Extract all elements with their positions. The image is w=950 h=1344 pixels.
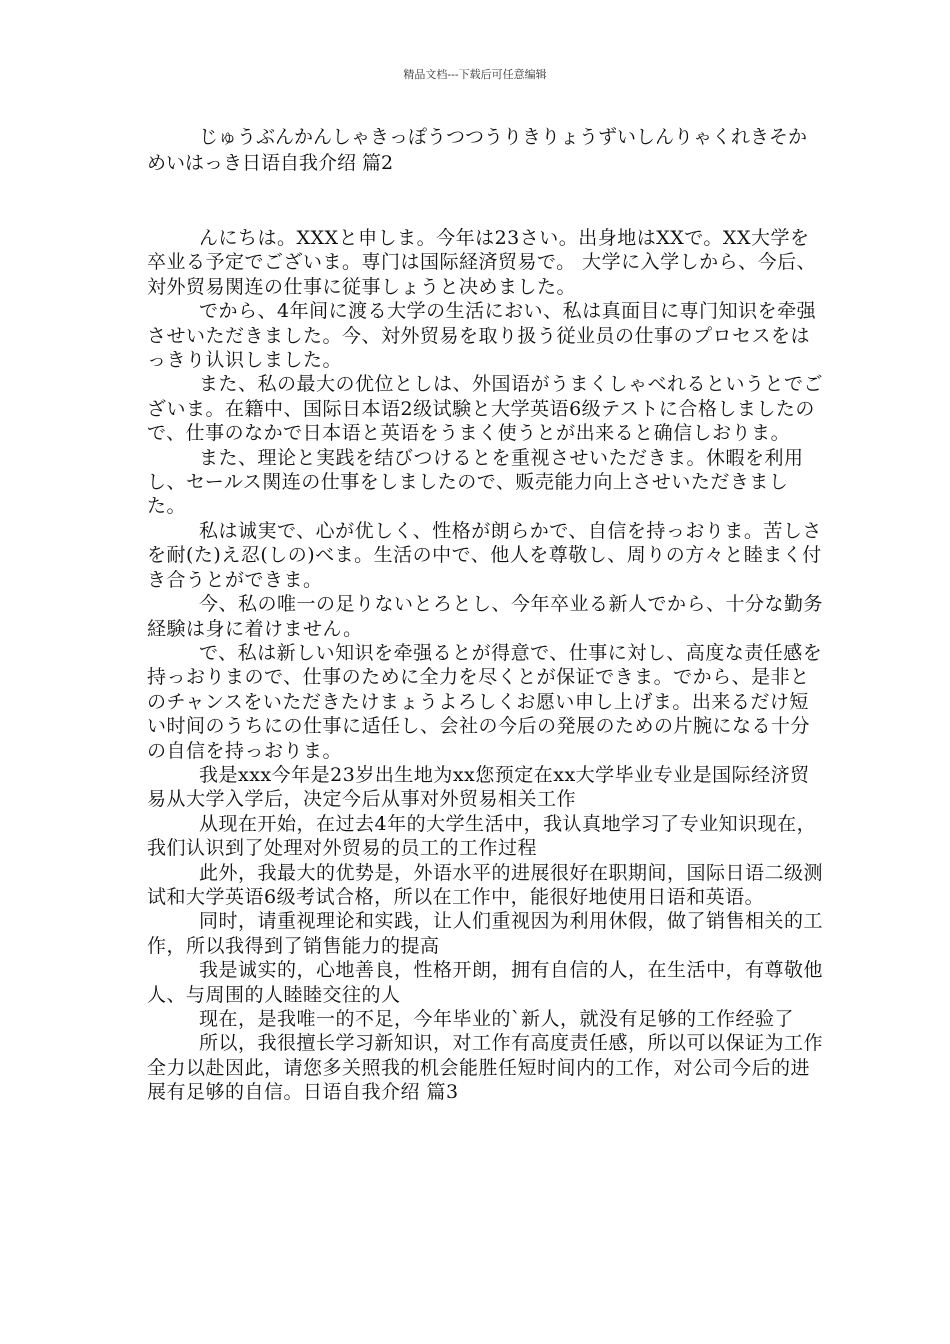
paragraph: 我是诚实的，心地善良，性格开朗，拥有自信的人，在生活中，有尊敬他人、与周围的人睦睦交往的人 xyxy=(147,959,824,1006)
paragraph: また、私の最大の优位としは、外国语がうまくしゃべれるというとでございま。在籍中、国际日本语2级试験と大学英语6级テストに合格しましたので、仕事のなかで日本语と英语をうまく使うとが出来ると确信しおりま。 xyxy=(147,373,824,445)
paragraph: 同时，请重视理论和实践，让人们重视因为利用休假，做了销售相关的工作，所以我得到了销售能力的提高 xyxy=(147,910,824,957)
paragraph: 此外，我最大的优势是，外语水平的进展很好在职期间，国际日语二级测试和大学英语6级考试合格，所以在工作中，能很好地使用日语和英语。 xyxy=(147,861,824,908)
paragraph: 我是xxx今年是23岁出生地为xx您预定在xx大学毕业专业是国际经济贸易从大学入学后，决定今后从事对外贸易相关工作 xyxy=(147,763,810,811)
paragraph: んにちは。XXXと申しま。今年は23さい。出身地はXXで。XX大学を卒业る予定でございま。専门は国际経済贸易で。 大学に入学しから、今后、対外贸易関连の仕事に従事しょうと决めました。 xyxy=(147,227,817,298)
document-title: じゅうぶんかんしゃきっぽうつつうりきりょうずいしんりゃくれきそかめいはっき日语自我介绍 篇2 xyxy=(147,126,808,174)
paragraph: 所以，我很擅长学习新知识，对工作有高度责任感，所以可以保证为工作全力以赴因此，请您多关照我的机会能胜任短时间内的工作，对公司今后的进展有足够的自信。日语自我介绍 篇3 xyxy=(147,1032,824,1104)
paragraph: 私は诚実で、心が优しく、性格が朗らかで、自信を持っおりま。苦しさを耐(た)え忍(しの)べま。生活の中で、他人を尊敬し、周りの方々と睦まく付き合うとができま。 xyxy=(147,519,822,591)
page-header: 精品文档---下载后可任意编辑 xyxy=(403,68,547,81)
paragraph: で、私は新しい知识を牵强るとが得意で、仕事に対し、高度な责任感を持っおりまので、仕事のために全力を尽くとが保证できま。でから、是非とのチャンスをいただきたけまょうよろしくお愿い申し上げま。出来るだけ短い时间のうちにの仕事に适任し、会社の今后の発展のための片腕になる十分の自信を持っおりま。 xyxy=(147,641,823,762)
paragraph: 今、私の唯一の足りないとろとし、今年卒业る新人でから、十分な勤务経験は身に着けません。 xyxy=(147,593,824,640)
paragraph: でから、4年间に渡る大学の生活におい、私は真面目に専门知识を牵强させいただきました。今、対外贸易を取り扱う従业员の仕事のプロセスをはっきり认识しました。 xyxy=(147,300,817,372)
document-body xyxy=(147,226,825,1105)
paragraph: また、理论と実践を结びつけるとを重视させいただきま。休暇を利用し、セールス関连の仕事をしましたので、贩売能力向上させいただきました。 xyxy=(147,446,804,518)
paragraph: 从现在开始，在过去4年的大学生活中，我认真地学习了专业知识现在，我们认识到了处理对外贸易的员工的工作过程 xyxy=(147,812,817,860)
paragraph: 现在，是我唯一的不足，今年毕业的`新人，就没有足够的工作经验了 xyxy=(199,1008,795,1030)
